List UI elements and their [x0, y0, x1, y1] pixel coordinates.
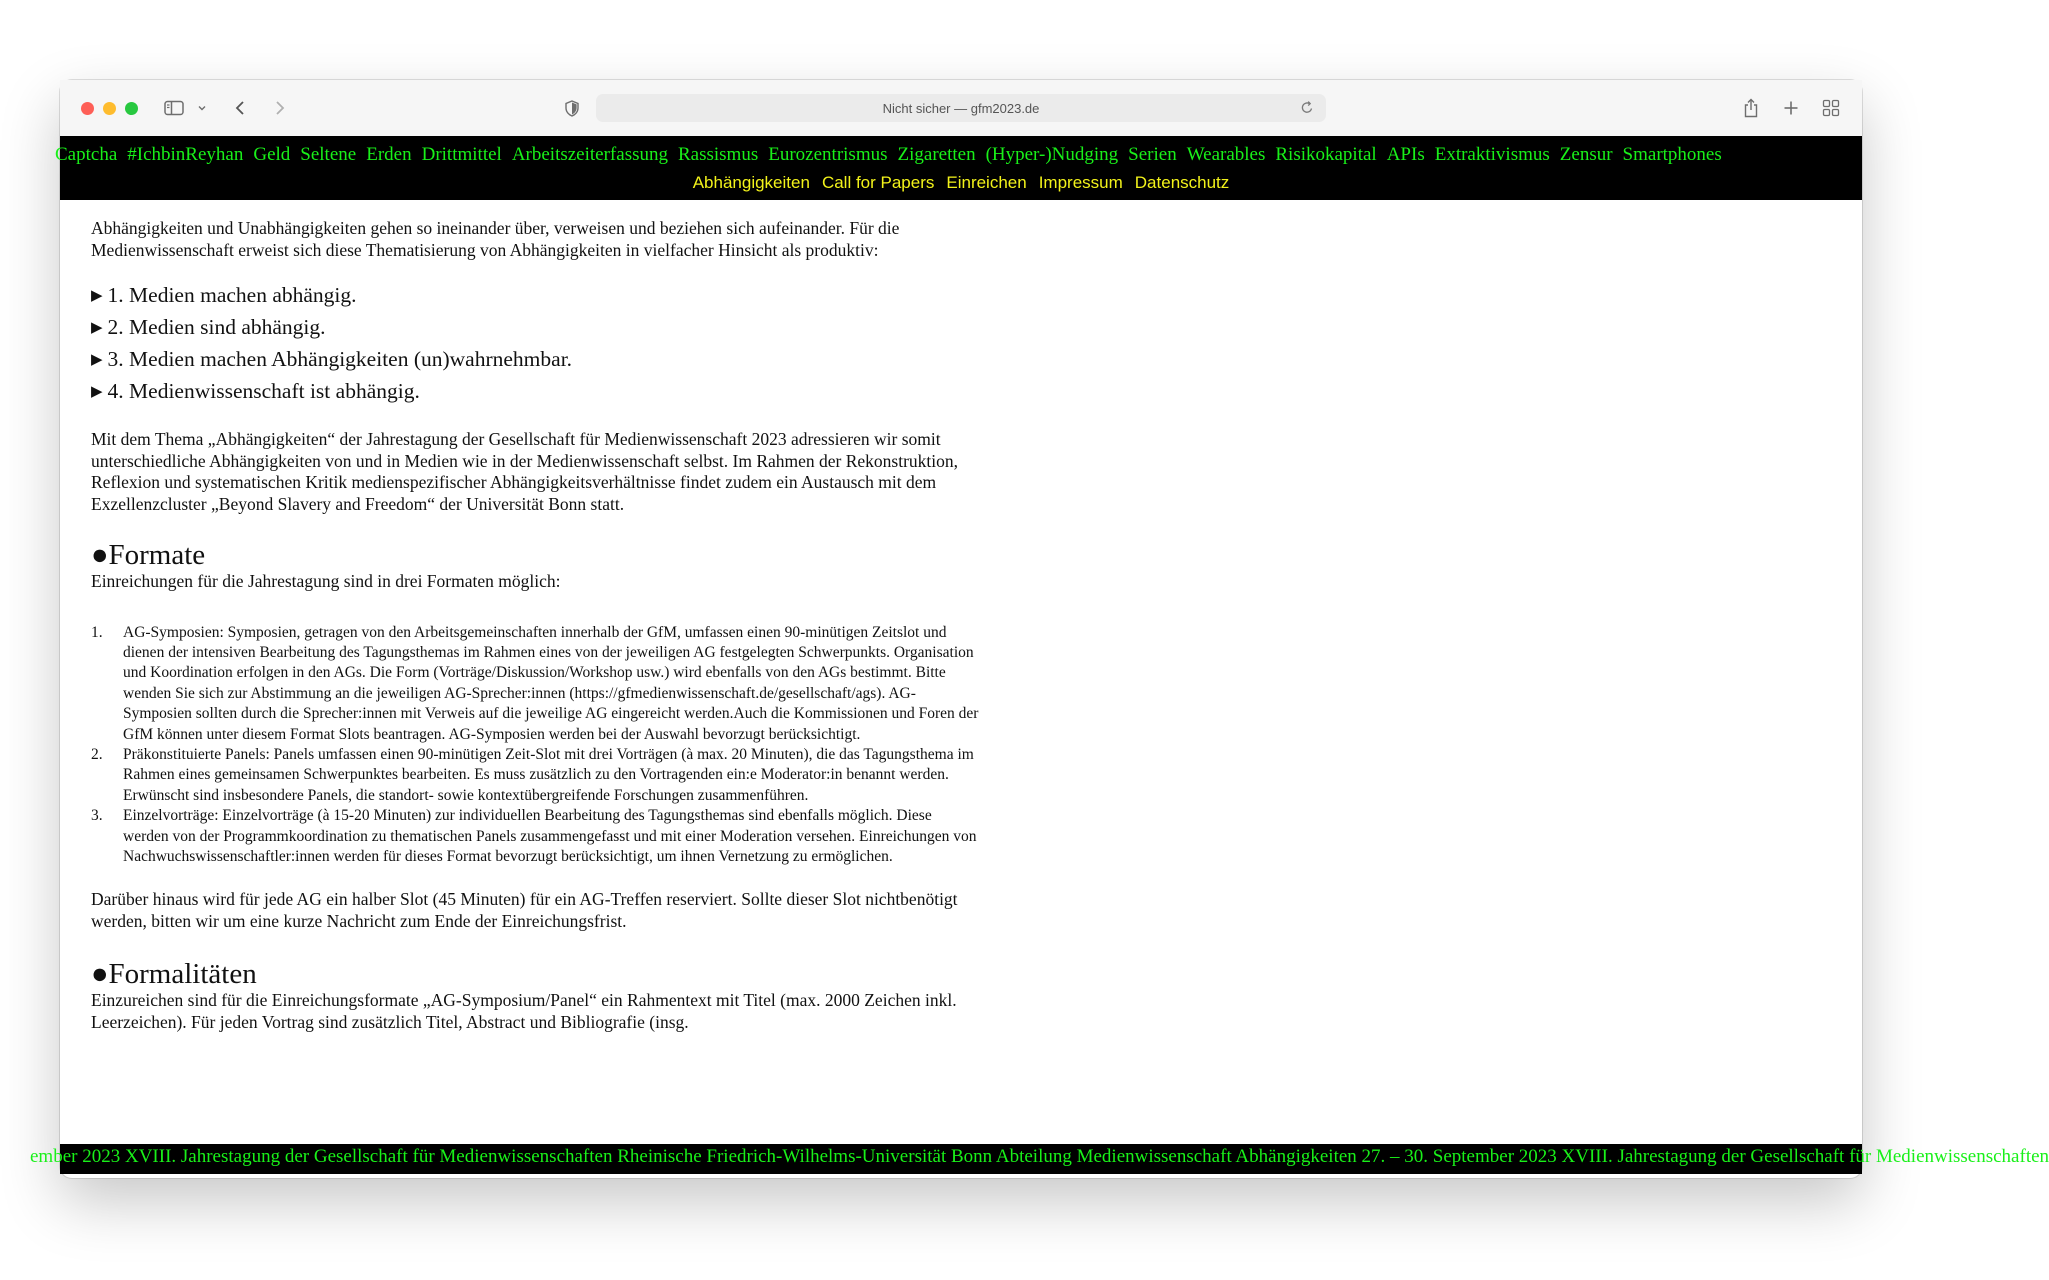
- these-item[interactable]: [91, 313, 981, 345]
- nav-link[interactable]: Abhängigkeiten: [692, 173, 810, 192]
- format-text: AG-Symposien: Symposien, getragen von den Arbeitsgemeinschaften innerhalb der GfM, umfassen einen 90-minütigen Zeitslot und dienen der intensiven Bearbeitung des Tagungsthemas im Rahmen eines von der jeweiligen AG festgelegten Schwerpunkts. Organisation und Koordination erfolgen in den AGs. Die Form (Vorträge/Diskussion/Workshop usw.) wird ebenfalls von den AGs bestimmt. Bitte wenden Sie sich zur Abstimmung an die jeweiligen AG-Sprecher:innen (https://gfmedienwissenschaft.de/gesellschaft/ags). AG-Symposien sollten durch die Sprecher:innen mit Verweis auf die jeweilige AG eingereicht werden.Auch die Kommissionen und Foren der GfM können unter diesem Format Slots beantragen. AG-Symposien werden bei der Auswahl bevorzugt berücksichtigt.: [123, 623, 979, 743]
- these-label: 4. Medienwissenschaft ist abhängig.: [107, 379, 420, 403]
- ticker-keyword: Arbeitszeiterfassung: [511, 144, 668, 165]
- close-window-button[interactable]: [81, 102, 94, 115]
- main-navigation: [60, 173, 1862, 193]
- ticker-keyword: Zigaretten: [897, 144, 976, 165]
- back-icon[interactable]: [230, 94, 250, 122]
- nav-link[interactable]: Einreichen: [946, 173, 1027, 192]
- address-bar[interactable]: [596, 94, 1326, 122]
- reload-icon[interactable]: [1300, 100, 1314, 118]
- ticker-keyword: Eurozentrismus: [768, 144, 888, 165]
- ticker-keyword: Drittmittel: [421, 144, 502, 165]
- ticker-keyword: APIs: [1386, 144, 1425, 165]
- formate-list: [91, 623, 981, 868]
- ticker-keyword: Risikokapital: [1275, 144, 1377, 165]
- ticker-keyword: Rassismus: [677, 144, 759, 165]
- these-label: 3. Medien machen Abhängigkeiten (un)wahrnehmbar.: [107, 347, 573, 371]
- ticker-keyword: Erden: [366, 144, 412, 165]
- nav-link[interactable]: Datenschutz: [1134, 173, 1230, 192]
- nav-link[interactable]: Call for Papers: [821, 173, 935, 192]
- disclosure-triangle-icon[interactable]: ▶: [91, 352, 103, 368]
- forward-icon[interactable]: [270, 94, 290, 122]
- disclosure-triangle-icon[interactable]: ▶: [91, 384, 103, 400]
- formalitaeten-paragraph: Einzureichen sind für die Einreichungsformate „AG-Symposium/Panel“ ein Rahmentext mit Titel (max. 2000 Zeichen inkl. Leerzeichen). Für jeden Vortrag sind zusätzlich Titel, Abstract und Bibliografie (insg.: [91, 990, 957, 1032]
- ticker-keyword: #IchbinReyhan: [127, 144, 244, 165]
- new-tab-icon[interactable]: [1780, 94, 1802, 122]
- format-text: Präkonstituierte Panels: Panels umfassen einen 90-minütigen Zeit-Slot mit drei Vorträgen (à max. 20 Minuten), die das Tagungsthema im Rahmen eines gemeinsamen Schwerpunktes bearbeiten. Es muss zusätzlich zu den Vortragenden ein:e Moderator:in benannt werden. Erwünscht sind insbesondere Panels, die standort- sowie kontextübergreifende Forschungen zusammenführen.: [123, 745, 974, 804]
- intro-paragraph: Abhängigkeiten und Unabhängigkeiten gehen so ineinander über, verweisen und beziehen sich aufeinander. Für die Medienwissenschaft erweist sich diese Thematisierung von Abhängigkeiten in vielfacher Hinsicht als produktiv:: [91, 218, 900, 260]
- thesen-list: [91, 281, 981, 409]
- these-item[interactable]: [91, 281, 981, 313]
- site-header: [55, 136, 1862, 200]
- format-item: [91, 745, 981, 806]
- ticker-keyword: Extraktivismus: [1434, 144, 1550, 165]
- format-text: Einzelvorträge: Einzelvorträge (à 15-20 Minuten) zur individuellen Bearbeitung des Tagungsthemas sind ebenfalls möglich. Diese werden von der Programmkoordination zu thematischen Panels zusammengefasst und mit einer Moderation versehen. Einreichungen von Nachwuchswissenschaftler:innen werden für dieses Format bevorzugt berücksichtigt, um ihnen Vernetzung zu ermöglichen.: [123, 807, 977, 865]
- disclosure-triangle-icon[interactable]: ▶: [91, 288, 103, 304]
- url-text: Nicht sicher — gfm2023.de: [882, 100, 1040, 116]
- format-number: 1.: [91, 623, 103, 641]
- share-icon[interactable]: [1740, 94, 1762, 122]
- these-label: 2. Medien sind abhängig.: [107, 315, 326, 339]
- ticker-keyword: Smartphones: [1622, 144, 1722, 165]
- ticker-keyword: Zensur: [1559, 144, 1613, 165]
- minimize-window-button[interactable]: [103, 102, 116, 115]
- privacy-shield-icon[interactable]: [562, 94, 582, 122]
- formalitaeten-heading: ●Formalitäten: [91, 958, 257, 991]
- format-number: 2.: [91, 745, 103, 763]
- ticker-keyword: Wearables: [1186, 144, 1266, 165]
- maximize-window-button[interactable]: [125, 102, 138, 115]
- nav-link[interactable]: Impressum: [1038, 173, 1123, 192]
- format-item: [91, 806, 981, 867]
- footer-ticker-bar: [30, 1144, 2049, 1174]
- page-content: [91, 218, 981, 1033]
- formate-heading: ●Formate: [91, 539, 206, 571]
- footer-ticker: ember 2023 XVIII. Jahrestagung der Gesellschaft für Medienwissenschaften Rheinische Friedrich-Wilhelms-Universität Bonn Abteilung Medienwissenschaft Abhängigkeiten 27. – 30. September 2023 XVIII. Jahrestagung der Gesellschaft für Medienwissenschaften: [30, 1146, 2049, 1167]
- disclosure-triangle-icon[interactable]: ▶: [91, 320, 103, 336]
- ticker-keyword: (Hyper-)Nudging: [985, 144, 1119, 165]
- sidebar-toggle-icon[interactable]: [162, 94, 186, 122]
- ticker-keyword: Geld: [253, 144, 291, 165]
- these-label: 1. Medien machen abhängig.: [107, 283, 357, 307]
- ag-treffen-paragraph: Darüber hinaus wird für jede AG ein halber Slot (45 Minuten) für ein AG-Treffen reserviert. Sollte dieser Slot nichtbenötigt werden, bitten wir um eine kurze Nachricht zum Ende der Einreichungsfrist.: [91, 889, 958, 931]
- keyword-ticker: [55, 144, 1732, 166]
- format-number: 3.: [91, 807, 103, 825]
- formate-intro: Einreichungen für die Jahrestagung sind in drei Formaten möglich:: [91, 571, 561, 591]
- format-item: [91, 623, 981, 745]
- chevron-down-icon[interactable]: [196, 94, 208, 122]
- tab-overview-icon[interactable]: [1820, 94, 1842, 122]
- ticker-keyword: Serien: [1128, 144, 1177, 165]
- browser-window: [30, 80, 2049, 1178]
- ticker-keyword: Captcha: [55, 144, 118, 165]
- these-item[interactable]: [91, 377, 981, 409]
- ticker-keyword: Seltene: [300, 144, 357, 165]
- these-item[interactable]: [91, 345, 981, 377]
- thema-paragraph: Mit dem Thema „Abhängigkeiten“ der Jahrestagung der Gesellschaft für Medienwissenschaft 2023 adressieren wir somit unterschiedliche Abhängigkeiten von und in Medien wie in der Medienwissenschaft selbst. Im Rahmen der Rekonstruktion, Reflexion und systematischen Kritik medienspezifischer Abhängigkeitsverhältnisse findet zudem ein Austausch mit dem Exzellenzcluster „Beyond Slavery and Freedom“ der Universität Bonn statt.: [91, 429, 959, 514]
- browser-toolbar: [60, 80, 1862, 137]
